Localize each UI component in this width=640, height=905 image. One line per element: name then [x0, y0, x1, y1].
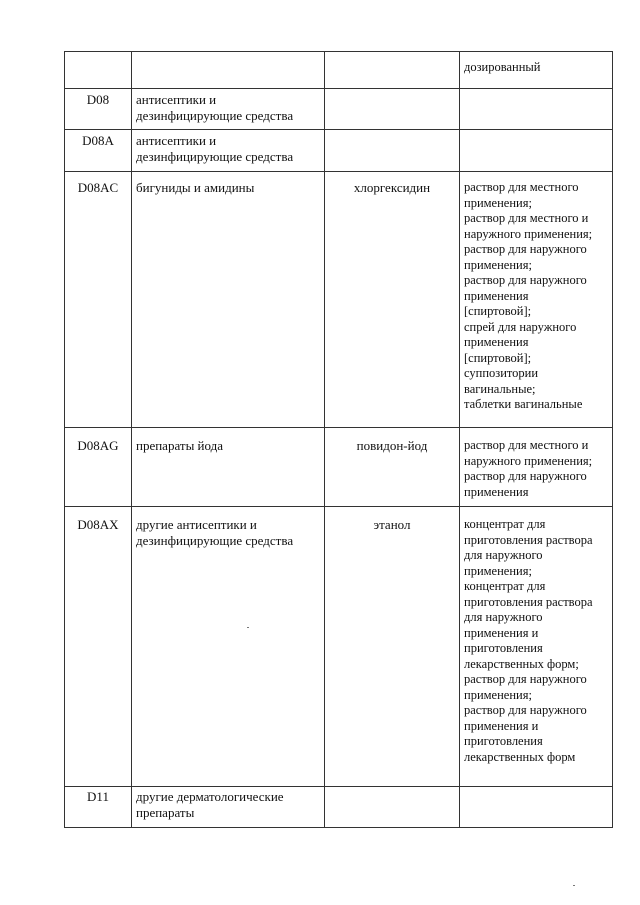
dosage-form-cell: дозированный — [460, 52, 613, 89]
group-name-cell: препараты йода — [132, 428, 325, 507]
scan-speck — [247, 627, 249, 628]
atc-code-cell: D11 — [65, 787, 132, 828]
dosage-form-cell — [460, 130, 613, 172]
atc-code-cell: D08AG — [65, 428, 132, 507]
group-name-cell — [132, 52, 325, 89]
drug-name-cell — [325, 787, 460, 828]
table-row — [65, 787, 613, 828]
table-row — [65, 172, 613, 428]
atc-code-cell: D08AX — [65, 507, 132, 787]
atc-code-cell — [65, 52, 132, 89]
dosage-form-cell: концентрат для приготовления раствора для наружного применения; концентрат для приготовления раствора для наружного применения и приготовления лекарственных форм; раствор для наружного применения; раствор для наружного применения и приготовления лекарственных форм — [460, 507, 613, 787]
atc-code-cell: D08AC — [65, 172, 132, 428]
drug-name-cell — [325, 130, 460, 172]
drug-name-cell — [325, 52, 460, 89]
table-row — [65, 89, 613, 130]
table-row — [65, 52, 613, 89]
dosage-form-cell — [460, 89, 613, 130]
atc-code-cell: D08 — [65, 89, 132, 130]
dosage-form-cell: раствор для местного и наружного применения; раствор для наружного применения — [460, 428, 613, 507]
atc-code-cell: D08A — [65, 130, 132, 172]
table-row — [65, 428, 613, 507]
scan-speck — [573, 885, 575, 886]
group-name-cell: антисептики и дезинфицирующие средства — [132, 89, 325, 130]
medication-table — [64, 51, 613, 828]
group-name-cell: бигуниды и амидины — [132, 172, 325, 428]
dosage-form-cell — [460, 787, 613, 828]
drug-name-cell — [325, 89, 460, 130]
drug-name-cell: повидон-йод — [325, 428, 460, 507]
table-row — [65, 130, 613, 172]
group-name-cell: другие антисептики и дезинфицирующие средства — [132, 507, 325, 787]
group-name-cell: антисептики и дезинфицирующие средства — [132, 130, 325, 172]
drug-name-cell: хлоргексидин — [325, 172, 460, 428]
group-name-cell: другие дерматологические препараты — [132, 787, 325, 828]
drug-name-cell: этанол — [325, 507, 460, 787]
dosage-form-cell: раствор для местного применения; раствор для местного и наружного применения; раствор для наружного применения; раствор для наружного применения [спиртовой]; спрей для наружного применения [спиртовой]; суппозитории вагинальные; таблетки вагинальные — [460, 172, 613, 428]
table-row — [65, 507, 613, 787]
